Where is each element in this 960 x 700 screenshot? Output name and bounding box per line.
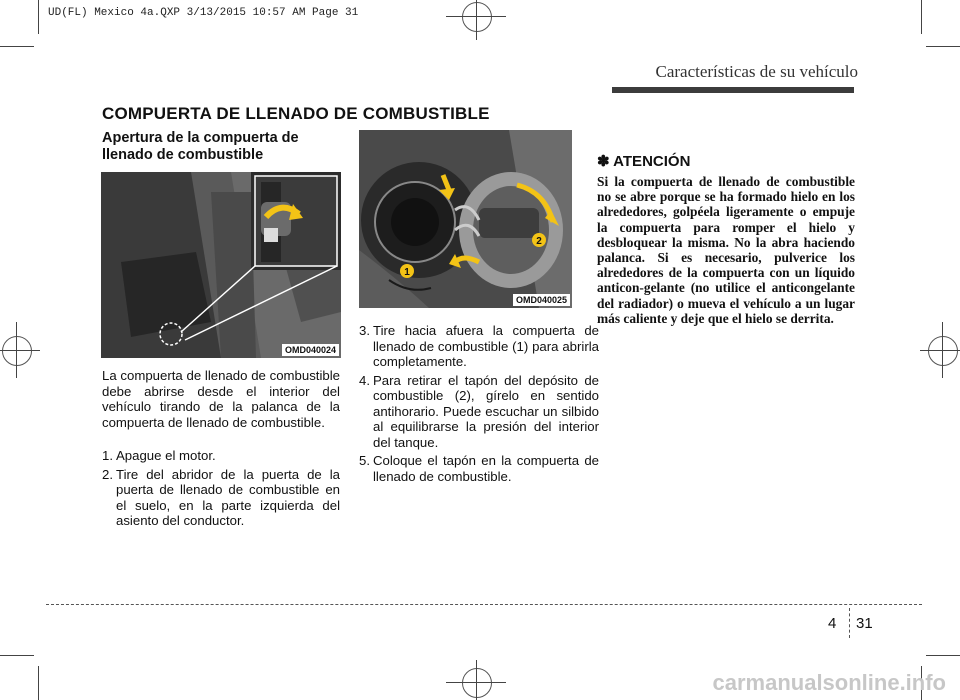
chapter-title: Características de su vehículo	[655, 62, 858, 81]
steps-right	[359, 323, 599, 487]
figure-code: OMD040025	[513, 294, 570, 306]
subheading: Apertura de la compuerta de llenado de combustible	[102, 130, 299, 163]
figure-code: OMD040024	[282, 344, 339, 356]
page-chapter: 4	[828, 615, 837, 632]
list-item: 4. Para retirar el tapón del depósito de combustible (2), gírelo en sentido antihorario. Puede escuchar un silbido al equilibrarse la presión del interior del tanque.	[359, 372, 599, 450]
figure-fuel-door-lever	[101, 172, 341, 358]
list-item: 3. Tire hacia afuera la compuerta de llenado de combustible (1) para abrirla completamente.	[359, 323, 599, 369]
section-title: COMPUERTA DE LLENADO DE COMBUSTIBLE	[102, 104, 490, 123]
steps-left	[102, 448, 340, 532]
fuel-cap-illustration	[359, 130, 572, 308]
caution-heading: ✽ ATENCIÓN	[597, 153, 691, 170]
lever-illustration	[101, 172, 341, 358]
watermark: carmanualsonline.info	[712, 670, 946, 695]
figure-fuel-cap	[359, 130, 572, 308]
footer-rule	[46, 604, 922, 605]
caution-text: Si la compuerta de llenado de combustible no se abre porque se ha formado hielo en los alrededores, golpéela ligeramente o empuje la compuerta para romper el hielo y desbloquear la misma. No la abra haciendo palanca. Si es necesario, pulverice los alrededores de la compuerta con un líquido anticon-gelante (no utilice el anticongelante del radiador) o mueva el vehículo a un lugar más caliente y deje que el hielo se derrita.	[597, 174, 855, 326]
list-item: 1. Apague el motor.	[102, 448, 216, 463]
callout-2: 2	[536, 236, 542, 247]
list-item: 2. Tire del abridor de la puerta de la puerta de llenado de combustible en el suelo, en la parte izquierda del asiento del conductor.	[102, 466, 340, 528]
header-rule	[612, 87, 854, 93]
callout-1: 1	[404, 267, 410, 278]
list-item: 5. Coloque el tapón en la compuerta de llenado de combustible.	[359, 453, 599, 484]
page-number: 31	[856, 615, 873, 632]
intro-paragraph: La compuerta de llenado de combustible debe abrirse desde el interior del vehículo tirando de la palanca de la compuerta de llenado de combustible.	[102, 368, 340, 430]
page-separator	[849, 608, 850, 638]
print-slug: UD(FL) Mexico 4a.QXP 3/13/2015 10:57 AM Page 31	[48, 7, 359, 19]
